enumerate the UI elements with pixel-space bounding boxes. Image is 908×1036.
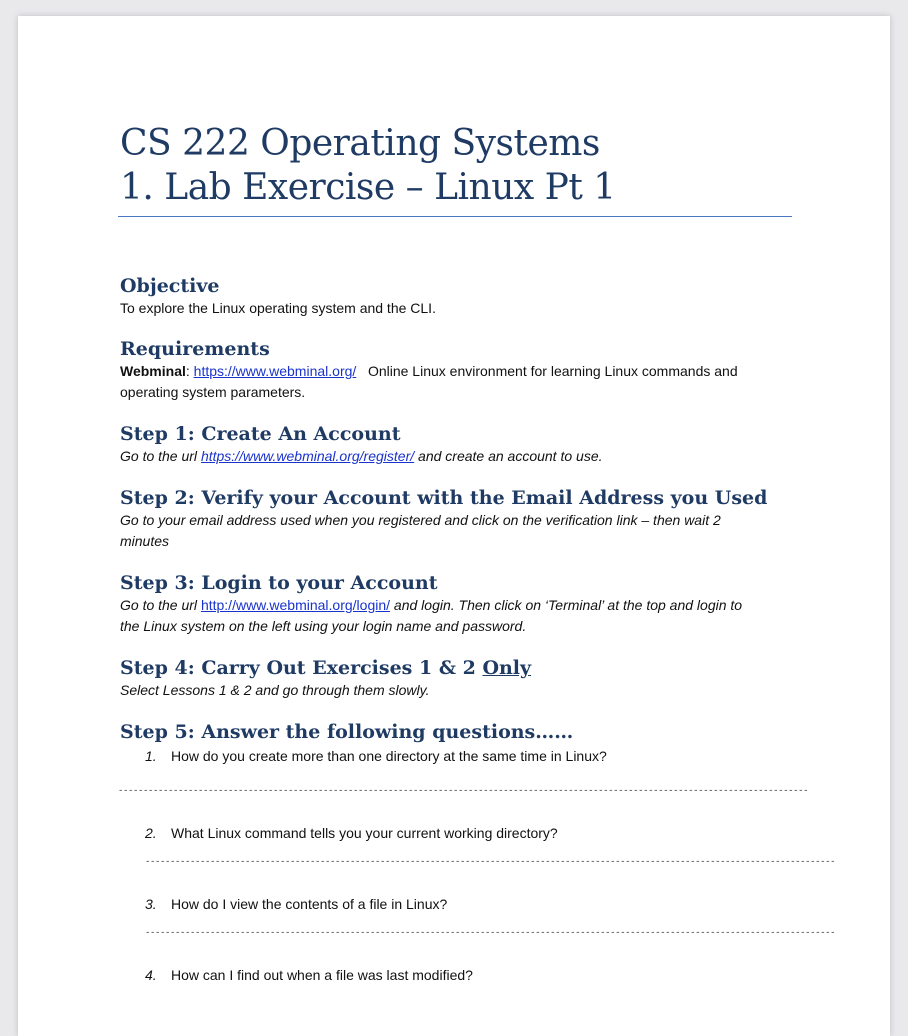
question-2-text: What Linux command tells you your current working directory? [171,825,558,841]
step3-heading: Step 3: Login to your Account [120,572,438,594]
question-1-number: 1. [145,748,157,764]
register-link[interactable]: https://www.webminal.org/register/ [200,448,415,464]
title-line-1: CS 222 Operating Systems [120,123,600,164]
login-link[interactable]: http://www.webminal.org/login/ [200,597,391,613]
step5-section [118,720,836,990]
title-line-2: 1. Lab Exercise – Linux Pt 1 [120,167,616,208]
question-3-text: How do I view the contents of a file in Linux? [171,896,448,912]
question-2-number: 2. [145,825,157,841]
question-1-text: How do you create more than one directory at the same time in Linux? [171,748,607,764]
step5-heading: Step 5: Answer the following questions…… [120,721,574,743]
document-page [18,16,890,1036]
webminal-label: Webminal [120,363,186,379]
document-content [118,122,836,983]
step3-text-2: the Linux system on the left using your login name and password. [120,618,527,634]
question-4 [145,965,473,986]
step4-text: Select Lessons 1 & 2 and go through them slowly. [120,682,430,698]
step1-text-pre: Go to the url [120,448,201,464]
requirements-heading: Requirements [120,338,270,360]
step1-text-post: and create an account to use. [414,448,603,464]
webminal-link[interactable]: https://www.webminal.org/ [193,363,357,379]
requirements-text-2: operating system parameters. [120,384,306,400]
objective-text: To explore the Linux operating system and the CLI. [120,300,436,316]
step4-heading-main: Step 4: Carry Out Exercises 1 & 2 [120,657,483,679]
requirements-section [120,337,790,403]
step4-heading-only: Only [482,657,532,679]
step2-section [120,486,790,552]
question-4-text: How can I find out when a file was last modified? [171,967,473,983]
requirements-colon: : [185,363,190,379]
question-3-number: 3. [145,896,157,912]
step3-text-pre: Go to the url [120,597,201,613]
question-2 [145,823,558,844]
step3-section [120,571,790,637]
answer-line-2[interactable]: ------------------------------------------------------------------------------------------------------------------------------------------ [145,857,836,867]
answer-line-1[interactable]: ------------------------------------------------------------------------------------------------------------------------------------------ [118,786,809,796]
step3-text-post: and login. Then click on ‘Terminal’ at the top and login to [390,597,743,613]
objective-section [120,274,790,319]
step4-heading [120,656,790,680]
step1-section [120,422,790,467]
requirements-text-1: Online Linux environment for learning Linux commands and [367,363,738,379]
step1-heading: Step 1: Create An Account [120,423,401,445]
step4-section [120,656,790,701]
objective-heading: Objective [120,275,220,297]
step2-text-2: minutes [120,533,170,549]
title-underline-rule [118,216,792,217]
answer-line-3[interactable]: ------------------------------------------------------------------------------------------------------------------------------------------ [145,928,836,938]
step2-heading: Step 2: Verify your Account with the Email Address you Used [120,487,768,509]
document-title [120,122,790,217]
step2-text-1: Go to your email address used when you registered and click on the verification link – then wait 2 [120,512,721,528]
question-3 [145,894,447,915]
question-1 [145,746,607,767]
question-4-number: 4. [145,967,157,983]
